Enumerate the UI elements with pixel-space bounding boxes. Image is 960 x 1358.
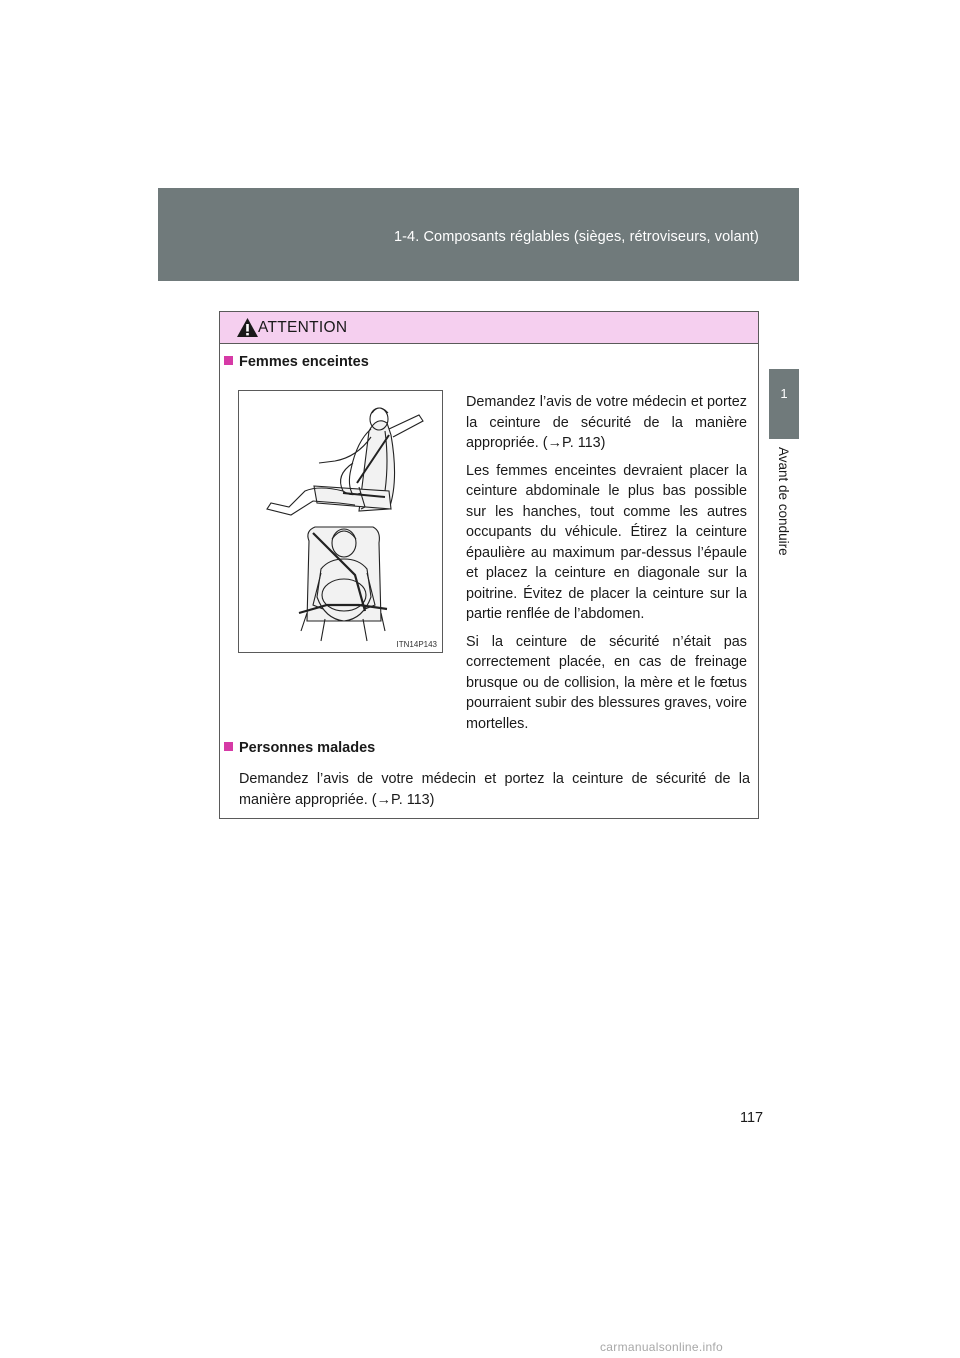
warning-box bbox=[219, 311, 759, 819]
warning-header bbox=[220, 312, 758, 344]
section-label-text: Avant de conduire bbox=[776, 447, 791, 556]
subheading-sick-persons bbox=[224, 740, 375, 756]
paragraph: Demandez l’avis de votre médecin et portez la ceinture de sécurité de la manière appropriée. (→P. 113) bbox=[466, 394, 747, 451]
bullet-square-icon bbox=[224, 742, 233, 751]
subheading-text: Femmes enceintes bbox=[239, 354, 369, 370]
sick-persons-text: Demandez l’avis de votre médecin et portez la ceinture de sécurité de la manière appropriée. (→P. 113) bbox=[239, 771, 750, 808]
page-number: 117 bbox=[740, 1110, 764, 1126]
watermark: carmanualsonline.info bbox=[600, 1340, 724, 1354]
chapter-header-bar bbox=[158, 188, 799, 281]
chapter-side-tab bbox=[769, 369, 799, 439]
warning-title: ATTENTION bbox=[258, 319, 348, 336]
figure-code: ITN14P143 bbox=[396, 640, 437, 649]
paragraph: Les femmes enceintes devraient placer la ceinture abdominale le plus bas possible sur les hanches, tout comme les autres occupants du véhicule. Étirez la ceinture épaulière au maximum par-dessus l’épaule et placez la ceinture en diagonale sur la poitrine. Évitez de placer la ceinture sur la partie renflée de l’abdomen. bbox=[466, 462, 747, 622]
warning-triangle-icon bbox=[236, 317, 259, 338]
pregnant-woman-seatbelt-figure bbox=[239, 391, 442, 652]
pregnant-women-text bbox=[466, 392, 747, 741]
seatbelt-illustration bbox=[238, 390, 443, 653]
subheading-text: Personnes malades bbox=[239, 740, 376, 756]
chapter-title: 1-4. Composants réglables (sièges, rétroviseurs, volant) bbox=[393, 229, 759, 245]
section-label bbox=[770, 440, 800, 640]
paragraph: Si la ceinture de sécurité n’était pas correctement placée, en cas de freinage brusque ou de collision, la mère et le fœtus pourraient subir des blessures graves, voire mortelles. bbox=[466, 633, 747, 732]
subheading-pregnant-women bbox=[224, 354, 369, 370]
bullet-square-icon bbox=[224, 356, 233, 365]
chapter-number: 1 bbox=[780, 386, 788, 401]
